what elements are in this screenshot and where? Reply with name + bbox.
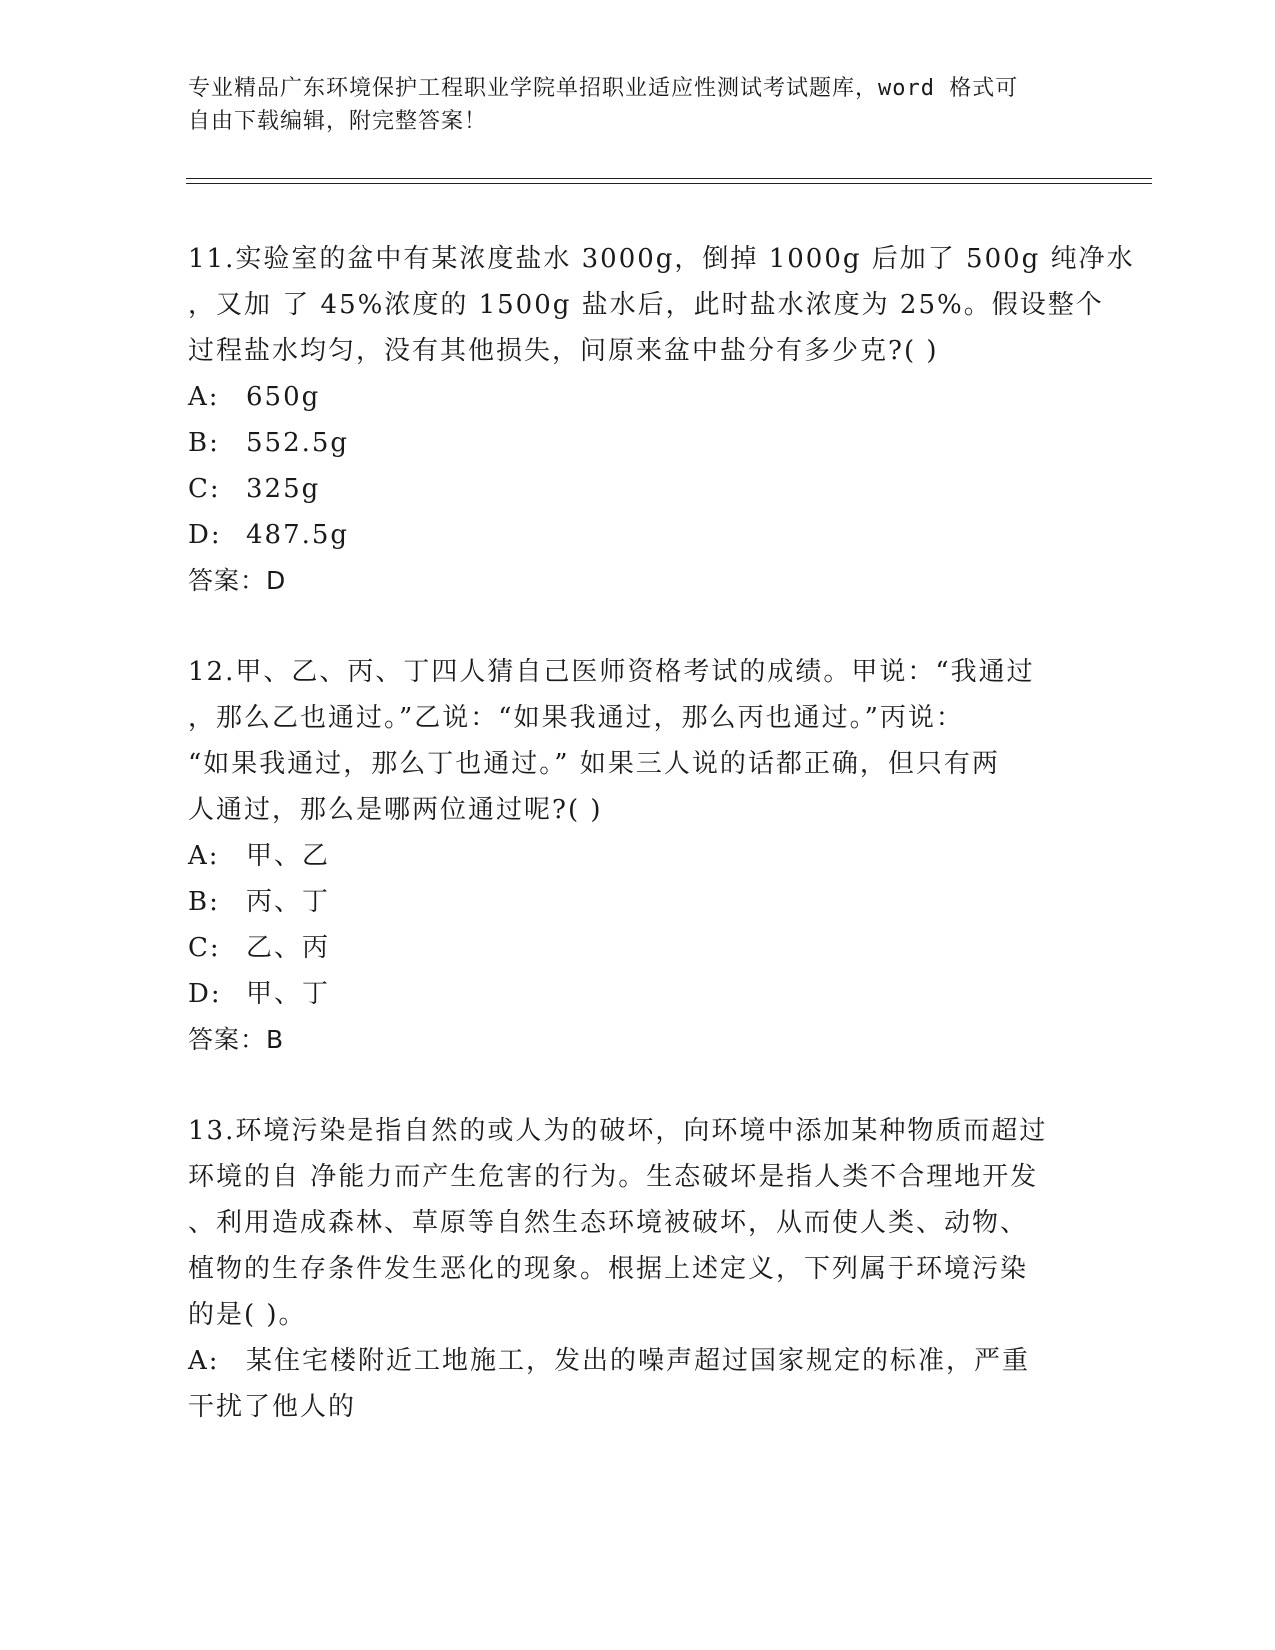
option-text-continuation: 干扰了他人的 [188,1392,357,1422]
document-header [188,72,1088,138]
option-d [188,971,1088,1017]
option-text: 甲、乙 [246,841,331,871]
option-letter: B: [188,887,220,917]
question-stem-line: 11.实验室的盆中有某浓度盐水 3000g，倒掉 1000g 后加了 500g 纯净水 [188,244,1135,274]
question-stem-line: 12.甲、乙、丙、丁四人猜自己医师资格考试的成绩。甲说：“我通过 [188,657,1035,687]
header-divider-bottom [186,183,1152,184]
option-letter: D: [188,979,222,1009]
option-text: 650g [246,382,321,412]
question-stem-line: “如果我通过，那么丁也通过。” 如果三人说的话都正确，但只有两 [188,749,1000,779]
option-text: 552.5g [246,428,350,458]
question-stem-line: 环境的自 净能力而产生危害的行为。生态破坏是指人类不合理地开发 [188,1162,1039,1192]
question-11 [188,236,1135,604]
option-c [188,925,1088,971]
question-stem-line: 13.环境污染是指自然的或人为的破坏，向环境中添加某种物质而超过 [188,1116,1048,1146]
option-text: 487.5g [246,520,350,550]
answer-line: 答案：B [188,1025,285,1054]
question-stem-line: ，又加 了 45%浓度的 1500g 盐水后，此时盐水浓度为 25%。假设整个 [188,290,1104,320]
option-c [188,466,1088,512]
option-a [188,374,1088,420]
option-text: 乙、丙 [246,933,331,963]
question-list [188,236,1135,1475]
option-a [188,833,1088,879]
header-line-1: 专业精品广东环境保护工程职业学院单招职业适应性测试考试题库，word 格式可 [188,76,1019,101]
header-line-2: 自由下载编辑，附完整答案！ [188,109,488,134]
option-text: 甲、丁 [246,979,331,1009]
option-b [188,879,1088,925]
question-13 [188,1108,1088,1430]
option-letter: A: [188,1346,220,1376]
option-letter: D: [188,520,222,550]
question-stem-line: 过程盐水均匀，没有其他损失，问原来盆中盐分有多少克?( ) [188,336,939,366]
option-text: 丙、丁 [246,887,331,917]
option-letter: A: [188,841,220,871]
header-divider-top [186,178,1152,179]
option-a [188,1338,1088,1430]
question-12 [188,649,1088,1063]
question-stem-line: 、利用造成森林、草原等自然生态环境被破坏，从而使人类、动物、 [188,1208,1029,1238]
option-letter: A: [188,382,220,412]
option-d [188,512,1088,558]
question-stem-line: ，那么乙也通过。”乙说：“如果我通过，那么丙也通过。”丙说： [188,703,964,733]
option-letter: C: [188,474,221,504]
option-b [188,420,1088,466]
question-stem-line: 的是( )。 [188,1300,307,1330]
option-letter: B: [188,428,220,458]
question-stem-line: 植物的生存条件发生恶化的现象。根据上述定义，下列属于环境污染 [188,1254,1029,1284]
option-text: 某住宅楼附近工地施工，发出的噪声超过国家规定的标准，严重 [246,1346,1031,1376]
question-stem-line: 人通过，那么是哪两位通过呢?( ) [188,795,603,825]
option-text: 325g [246,474,321,504]
option-letter: C: [188,933,221,963]
answer-line: 答案：D [188,566,287,595]
